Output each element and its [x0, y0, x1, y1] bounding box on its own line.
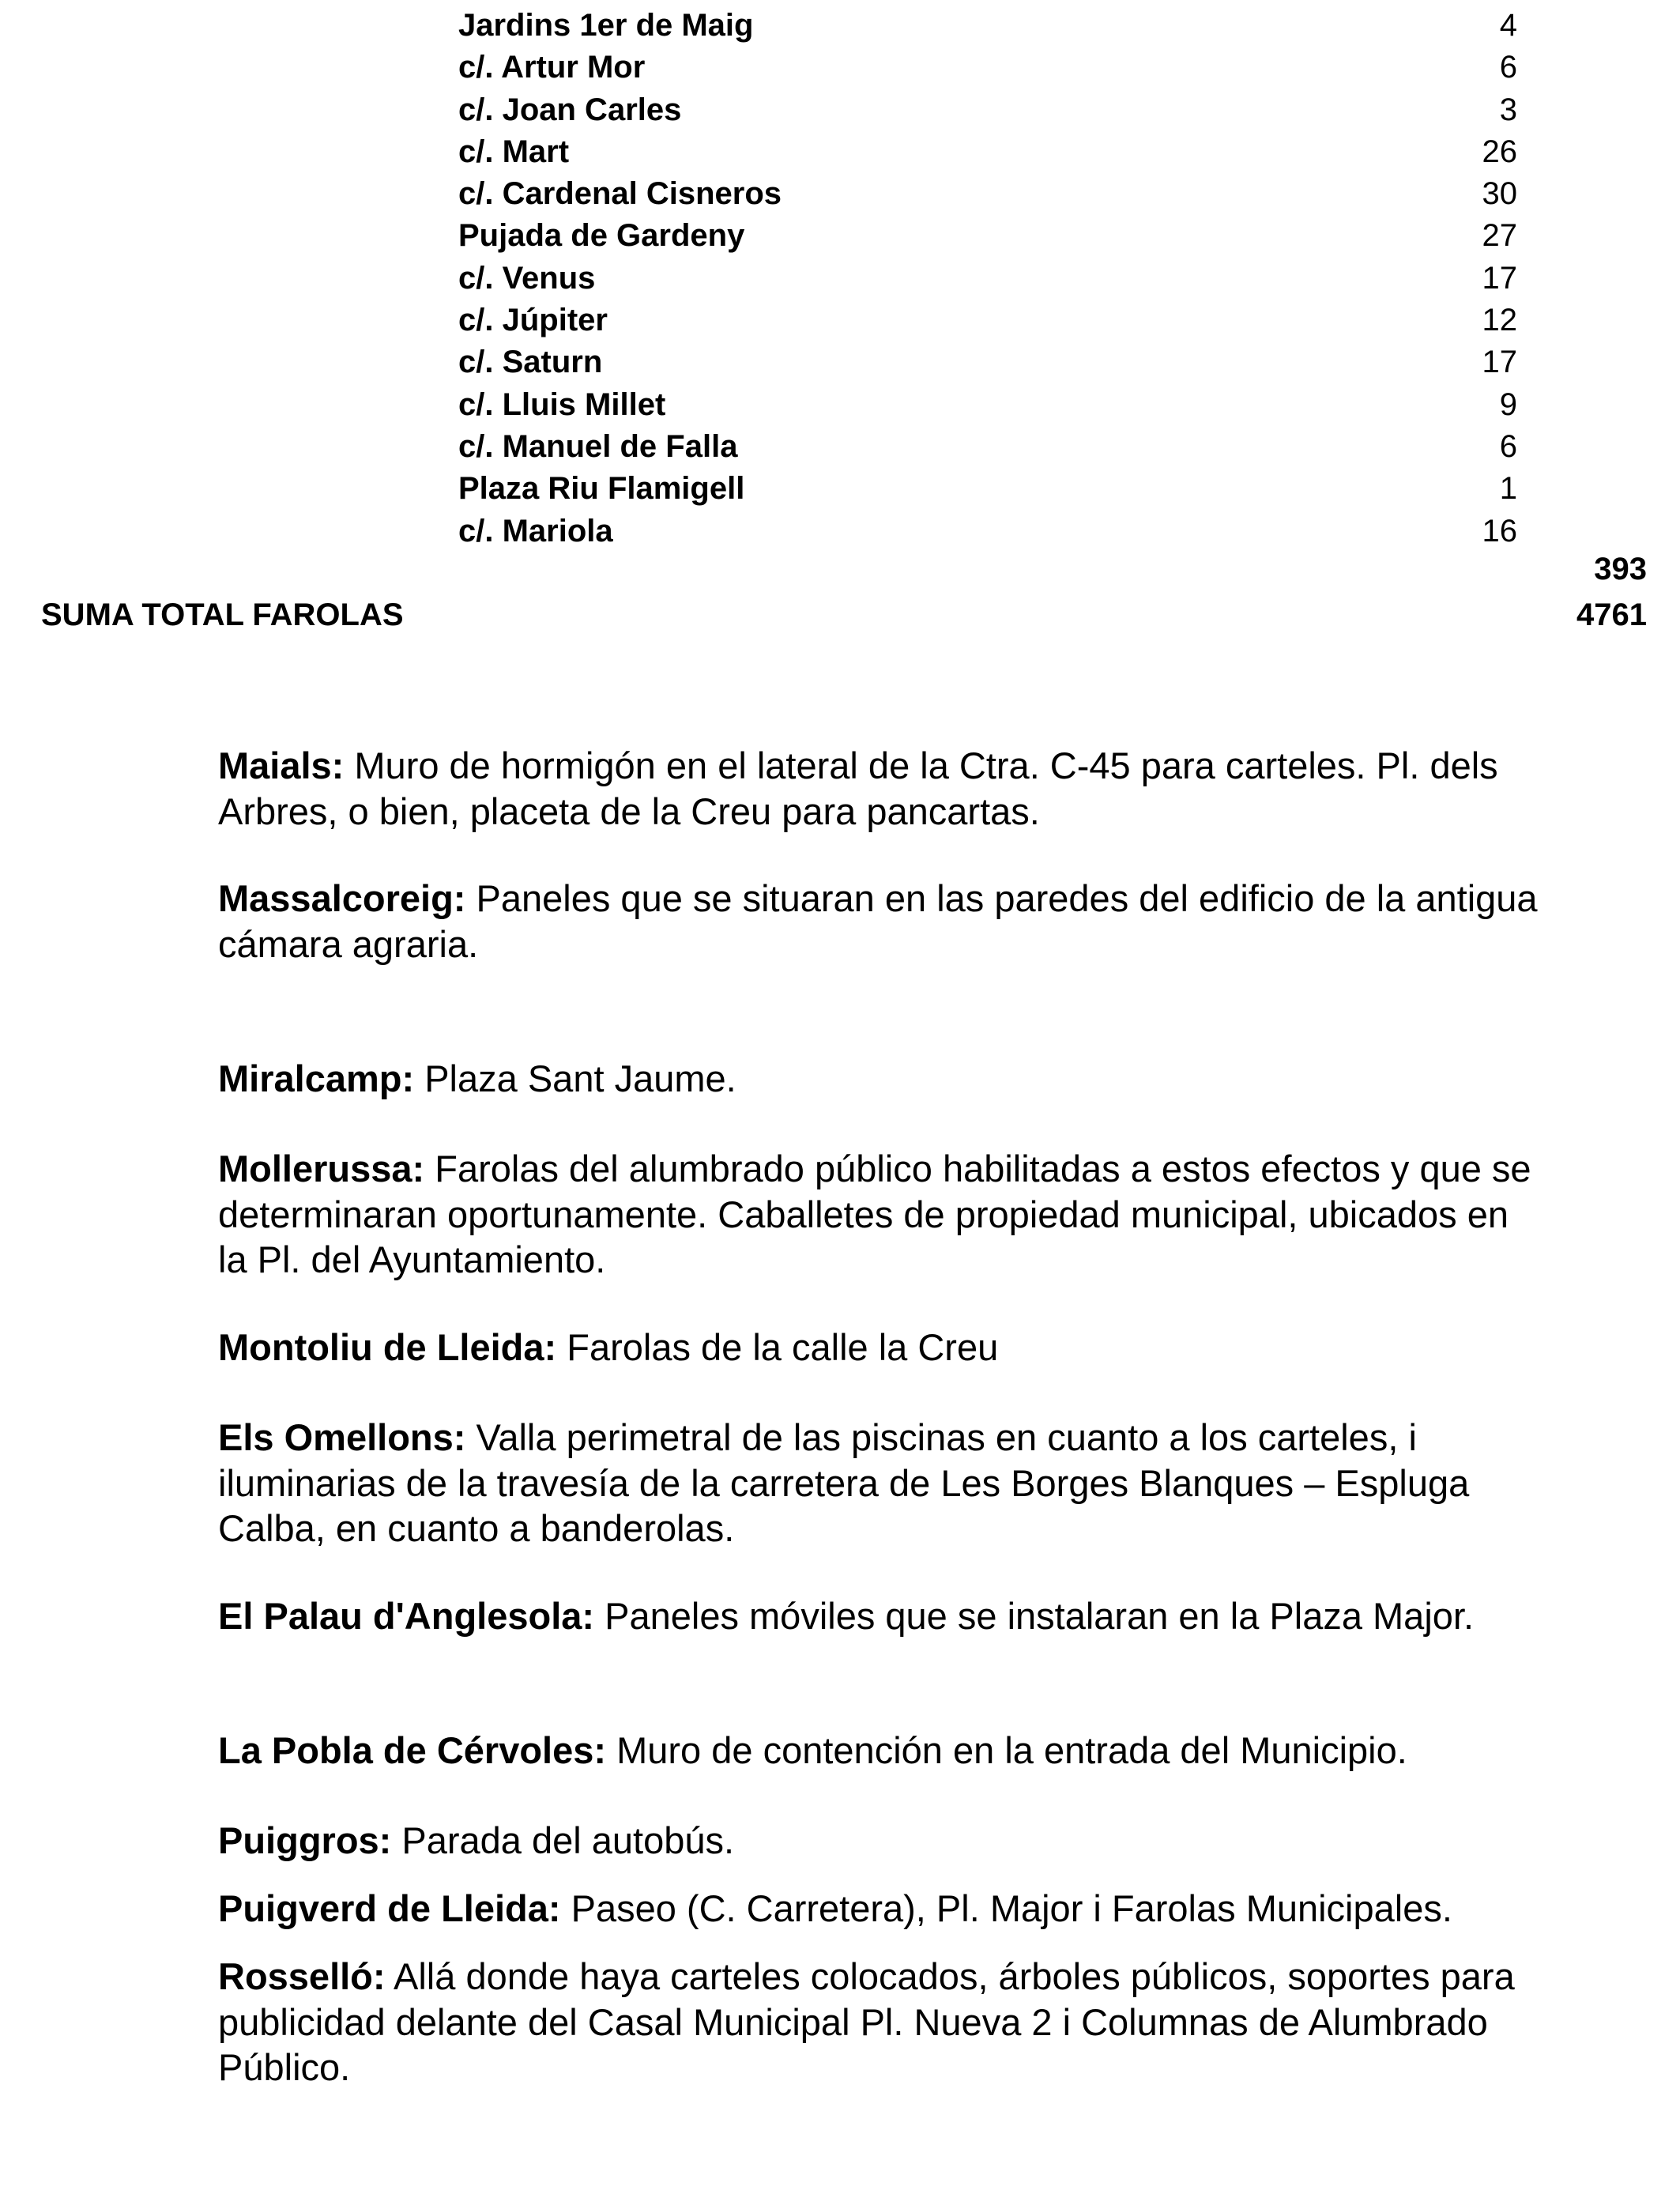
location-text: Allá donde haya carteles colocados, árboles públicos, soportes para publicidad delante del Casal Municipal Pl. Nueva 2 i Columnas de Alumbrado Público.	[218, 1955, 1515, 2088]
location-text: Paneles móviles que se instalaran en la Plaza Major.	[605, 1595, 1475, 1637]
list-item	[218, 743, 1546, 834]
town-name: Rosselló:	[218, 1955, 386, 1997]
location-text: Muro de hormigón en el lateral de la Ctra. C-45 para carteles. Pl. dels Arbres, o bien, placeta de la Creu para pancartas.	[218, 745, 1498, 832]
table-row	[458, 45, 1517, 87]
table-row	[458, 340, 1517, 382]
table-row	[458, 298, 1517, 340]
town-name: Miralcamp:	[218, 1057, 415, 1099]
subtotal-value: 393	[1594, 552, 1647, 586]
table-row	[458, 172, 1517, 213]
location-text: Farolas de la calle la Creu	[567, 1326, 999, 1368]
location-text: Farolas del alumbrado público habilitadas a estos efectos y que se determinaran oportunamente. Caballetes de propiedad municipal, ubicados en la Pl. del Ayuntamiento.	[218, 1148, 1531, 1280]
street-name: c/. Manuel de Falla	[458, 428, 738, 464]
location-text: Paseo (C. Carretera), Pl. Major i Farolas Municipales.	[571, 1887, 1452, 1929]
table-row	[458, 3, 1517, 45]
street-name: c/. Lluis Millet	[458, 386, 666, 422]
town-name: Puiggros:	[218, 1819, 392, 1861]
table-row	[458, 383, 1517, 424]
list-item	[218, 1728, 1546, 1774]
lamp-count: 17	[1482, 260, 1517, 296]
street-name: c/. Artur Mor	[458, 50, 646, 85]
lamp-count: 27	[1482, 218, 1517, 254]
lamp-count: 12	[1482, 303, 1517, 338]
lamp-count: 6	[1499, 428, 1517, 464]
table-row	[458, 424, 1517, 466]
list-item	[218, 1886, 1546, 1932]
location-text: Valla perimetral de las piscinas en cuanto a los carteles, i iluminarias de la travesía de la carretera de Les Borges Blanques – Espluga Calba, en cuanto a banderolas.	[218, 1416, 1470, 1549]
lamp-count: 17	[1482, 345, 1517, 380]
lamp-count: 26	[1482, 134, 1517, 169]
lamp-count: 1	[1499, 471, 1517, 507]
table-row	[458, 130, 1517, 172]
total-value: 4761	[1576, 598, 1647, 632]
table-row	[458, 256, 1517, 298]
location-text: Muro de contención en la entrada del Municipio.	[616, 1729, 1407, 1771]
town-name: Mollerussa:	[218, 1148, 425, 1189]
total-label: SUMA TOTAL FAROLAS	[41, 598, 404, 632]
street-lamp-table	[458, 3, 1517, 551]
street-name: c/. Saturn	[458, 345, 603, 380]
town-name: Puigverd de Lleida:	[218, 1887, 561, 1929]
lamp-count: 30	[1482, 176, 1517, 212]
location-text: Plaza Sant Jaume.	[424, 1057, 736, 1099]
list-item	[218, 876, 1546, 967]
list-item	[218, 1954, 1546, 2090]
table-row	[458, 509, 1517, 551]
lamp-count: 16	[1482, 513, 1517, 548]
street-name: c/. Mariola	[458, 513, 613, 548]
list-item	[218, 1325, 1546, 1370]
list-item	[218, 1415, 1546, 1551]
list-item	[218, 1593, 1546, 1639]
street-name: c/. Joan Carles	[458, 92, 682, 127]
location-text: Paneles que se situaran en las paredes del edificio de la antigua cámara agraria.	[218, 877, 1538, 965]
table-row	[458, 88, 1517, 130]
table-row	[458, 213, 1517, 255]
street-name: c/. Cardenal Cisneros	[458, 176, 782, 212]
town-name: Maials:	[218, 745, 345, 786]
street-name: Plaza Riu Flamigell	[458, 471, 745, 507]
lamp-count: 9	[1499, 386, 1517, 422]
street-name: c/. Venus	[458, 260, 596, 296]
table-row	[458, 466, 1517, 508]
list-item	[218, 1146, 1546, 1283]
list-item	[218, 1818, 1546, 1864]
town-name: Massalcoreig:	[218, 877, 466, 919]
street-name: c/. Júpiter	[458, 303, 608, 338]
town-name: La Pobla de Cérvoles:	[218, 1729, 607, 1771]
town-name: Montoliu de Lleida:	[218, 1326, 557, 1368]
lamp-count: 3	[1499, 92, 1517, 127]
street-name: Pujada de Gardeny	[458, 218, 745, 254]
list-item	[218, 1056, 1546, 1102]
street-name: c/. Mart	[458, 134, 570, 169]
street-name: Jardins 1er de Maig	[458, 8, 754, 43]
lamp-count: 4	[1499, 8, 1517, 43]
town-name: El Palau d'Anglesola:	[218, 1595, 595, 1637]
town-name: Els Omellons:	[218, 1416, 466, 1458]
location-text: Parada del autobús.	[401, 1819, 735, 1861]
lamp-count: 6	[1499, 50, 1517, 85]
